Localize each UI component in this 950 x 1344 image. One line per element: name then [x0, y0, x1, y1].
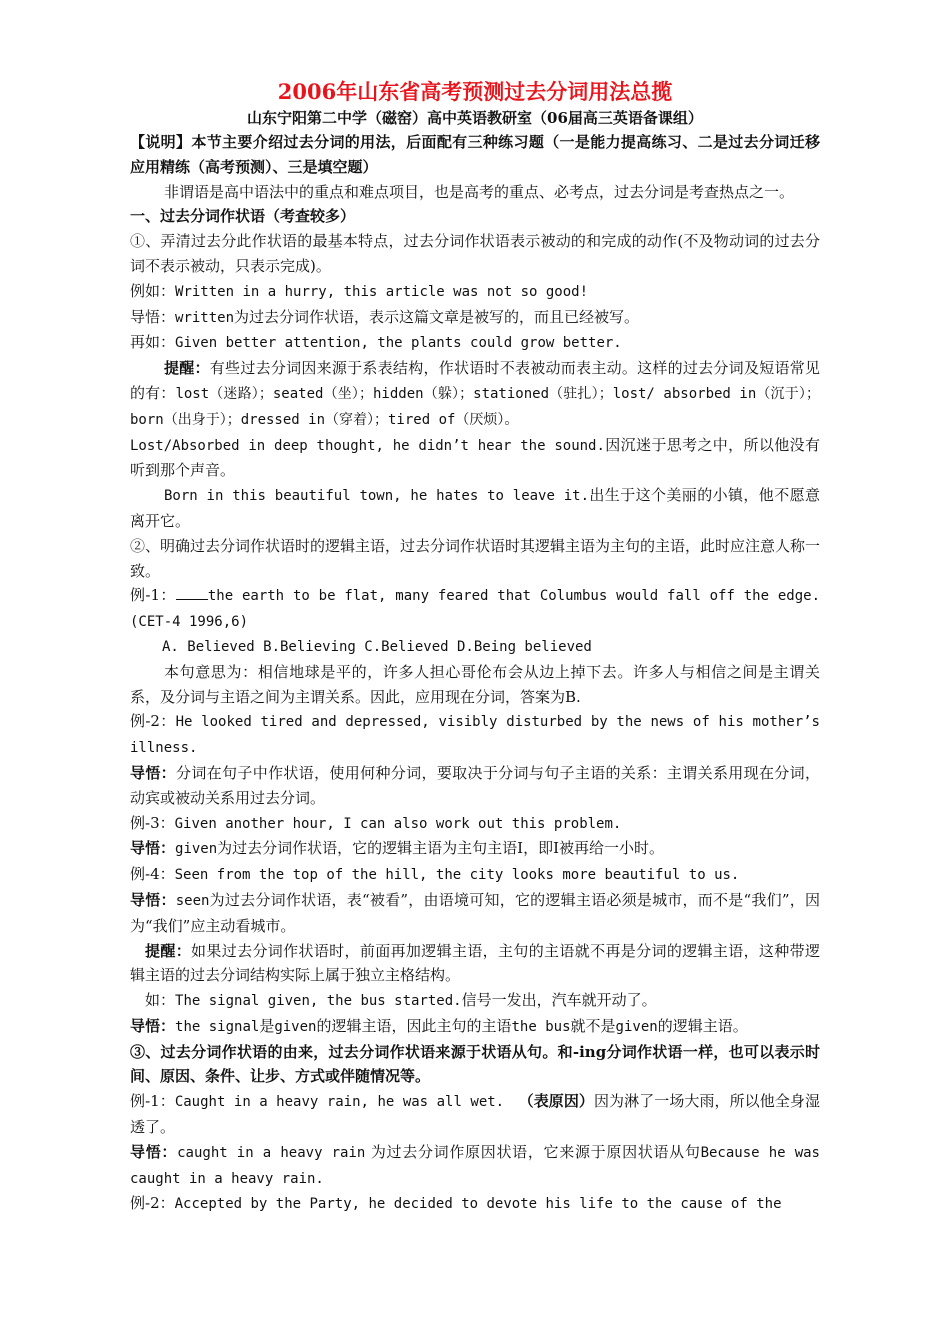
guide-3: 导悟：given为过去分词作状语，它的逻辑主语为主句主语I，即I被再给一小时。 [130, 839, 665, 858]
intro-paragraph [130, 130, 820, 180]
example-1-explanation: 本句意思为：相信地球是平的，许多人担心哥伦布会从边上掉下去。许多人与相信之间是主谓关系，及分词与主语之间为主谓关系。因此，应用现在分词，答案为B. [130, 662, 820, 706]
overview-paragraph: 非谓语是高中语法中的重点和难点项目，也是高考的重点、必考点，过去分词是考查热点之一。 [164, 182, 795, 201]
guide-6: 导悟：caught in a heavy rain 为过去分词作原因状语，它来源于原因状语从句Because he was caught in a heavy rain. [130, 1142, 820, 1187]
example-b: 再如：Given better attention, the plants could grow better. [130, 333, 622, 352]
document-page [130, 78, 820, 1217]
tip1-paragraph: 提醒：有些过去分词因来源于系表结构，作状语时不表被动而表主动。这样的过去分词及短语常见的有：lost（迷路）；seated（坐）；hidden（躲）；stationed（驻扎）；lost/ absorbed in（沉于）；born（出身于）；dressed in（穿着）；tired of（厌烦）。 [130, 359, 820, 428]
point2-paragraph: ②、明确过去分词作状语时的逻辑主语，过去分词作状语时其逻辑主语为主句的主语，此时应注意人称一致。 [130, 536, 821, 580]
intro-bracket: 【说明】 [130, 133, 192, 151]
example-2: 例-2：He looked tired and depressed, visibly disturbed by the news of his mother’s illness. [130, 712, 820, 757]
guide-2: 导悟：分词在句子中作状语，使用何种分词，要取决于分词与句子主语的关系：主谓关系用现在分词，动宾或被动关系用过去分词。 [130, 763, 820, 807]
example-3: 例-3：Given another hour, I can also work out this problem. [130, 813, 622, 832]
example-born: Born in this beautiful town, he hates to leave it.出生于这个美丽的小镇，他不愿意离开它。 [130, 486, 820, 530]
tip2-paragraph: 提醒：如果过去分词作状语时，前面再加逻辑主语，主句的主语就不再是分词的逻辑主语，这种带逻辑主语的过去分词结构实际上属于独立主格结构。 [130, 941, 820, 985]
point1-paragraph: ①、弄清过去分此作状语的最基本特点，过去分词作状语表示被动的和完成的动作(不及物动词的过去分词不表示被动，只表示完成)。 [130, 232, 820, 275]
intro-text: 本节主要介绍过去分词的用法，后面配有三种练习题（一是能力提高练习、二是过去分词迁移应用精练（高考预测）、三是填空题） [130, 133, 820, 176]
page-title: 2006年山东省高考预测过去分词用法总揽 [277, 79, 673, 104]
guide-4: 导悟：seen为过去分词作状语，表“被看”，由语境可知，它的逻辑主语必须是城市，而不是“我们”，因为“我们”应主动看城市。 [130, 890, 820, 935]
section1-heading: 一、过去分词作状语（考查较多） [130, 207, 356, 226]
guide-a: 导悟：written为过去分词作状语，表示这篇文章是被写的，而且已经被写。 [130, 307, 640, 326]
example-1-options: A. Believed B.Believing C.Believed D.Being believed [162, 638, 592, 655]
example-5: 如：The signal given, the bus started.信号一发出，汽车就开动了。 [145, 991, 657, 1010]
point3-paragraph: ③、过去分词作状语的由来，过去分词作状语来源于状语从句。和-ing分词作状语一样，也可以表示时间、原因、条件、让步、方式或伴随情况等。 [130, 1042, 820, 1086]
example-7: 例-2：Accepted by the Party, he decided to devote his life to the cause of the [130, 1194, 782, 1213]
example-1: 例-1： the earth to be flat, many feared that Columbus would fall off the edge. (CET-4 1996,6) [130, 586, 820, 631]
page-subtitle: 山东宁阳第二中学（磁窑）高中英语教研室（06届高三英语备课组） [247, 109, 703, 127]
answer-blank [176, 585, 208, 600]
example-6: 例-1：Caught in a heavy rain, he was all wet. （表原因）因为淋了一场大雨，所以他全身湿透了。 [130, 1092, 820, 1137]
guide-5: 导悟：the signal是given的逻辑主语，因此主句的主语the bus就不是given的逻辑主语。 [130, 1016, 748, 1035]
example-4: 例-4：Seen from the top of the hill, the city looks more beautiful to us. [130, 865, 740, 884]
example-lost: Lost/Absorbed in deep thought, he didn’t hear the sound.因沉迷于思考之中，所以他没有听到那个声音。 [130, 435, 820, 480]
example-a: 例如：Written in a hurry, this article was not so good! [130, 281, 589, 300]
